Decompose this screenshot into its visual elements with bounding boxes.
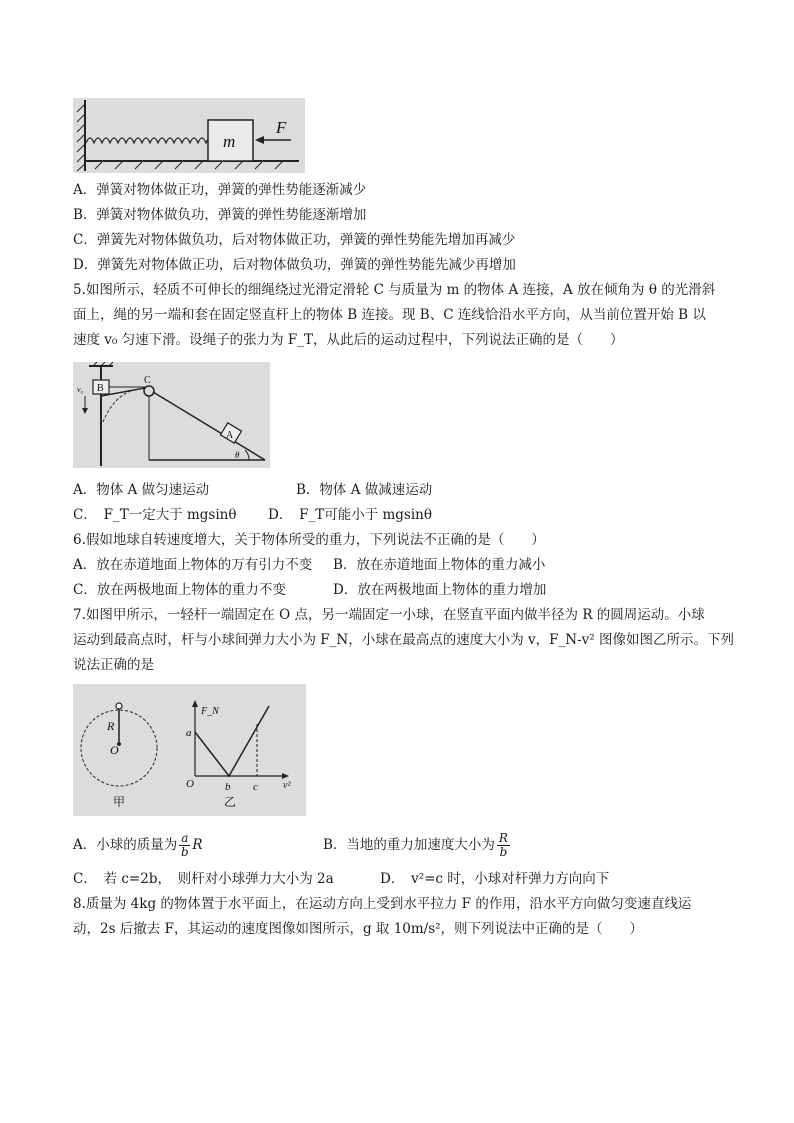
q5-stem-line-2: 面上，绳的另一端和套在固定竖直杆上的物体 B 连接。现 B、C 连线恰沿水平方向，从当前位置开始 B 以	[73, 307, 706, 323]
label-v0: v₀	[77, 385, 84, 394]
q4-option-c: C．弹簧先对物体做负功，后对物体做正功，弹簧的弹性势能先增加再减少	[73, 232, 516, 248]
label-o: O	[110, 743, 119, 757]
label-theta: θ	[235, 450, 240, 460]
q7-option-b	[323, 832, 512, 859]
q6-stem: 6.假如地球自转速度增大，关于物体所受的重力，下列说法不正确的是（ ）	[73, 532, 545, 548]
q4-option-b: B．弹簧对物体做负功，弹簧的弹性势能逐渐增加	[73, 207, 367, 223]
ball	[116, 703, 122, 709]
pulley-incline-diagram	[73, 362, 270, 468]
q5-option-a: A．物体 A 做匀速运动	[73, 482, 210, 498]
q8-stem-line-2: 动，2s 后撤去 F，其运动的速度图像如图所示，g 取 10m/s²，则下列说法中正确的是（ ）	[73, 921, 644, 937]
label-c-axis: c	[253, 781, 258, 793]
q6-option-d: D．放在两极地面上物体的重力增加	[333, 582, 547, 598]
label-a: A	[226, 430, 234, 441]
q7-option-a-fraction: $\frac{a}{b}$	[180, 831, 189, 859]
spring-block-diagram	[73, 98, 305, 173]
mass-label: m	[223, 132, 236, 151]
q8-stem-line-1: 8.质量为 4kg 的物体置于水平面上，在运动方向上受到水平拉力 F 的作用，沿水平方向做匀变速直线运	[73, 896, 692, 912]
q7-stem-line-3: 说法正确的是	[73, 657, 154, 673]
q5-stem-line-1: 5.如图所示，轻质不可伸长的细绳绕过光滑定滑轮 C 与质量为 m 的物体 A 连接，A 放在倾角为 θ 的光滑斜	[73, 282, 716, 298]
q7-option-d: D． v²=c 时，小球对杆弹力方向向下	[380, 871, 610, 887]
q7-option-b-fraction: $\frac{R}{b}$	[498, 831, 508, 859]
q7-option-a-text: A．小球的质量为	[73, 837, 178, 853]
label-fn: F_N	[201, 706, 219, 717]
q5-stem-line-3: 速度 v₀ 匀速下滑。设绳子的张力为 F_T，从此后的运动过程中，下列说法正确的是（ ）	[73, 332, 624, 348]
label-b: B	[97, 383, 104, 394]
circle-graph-figure	[73, 684, 306, 816]
q7-option-b-text: B．当地的重力加速度大小为	[323, 837, 495, 853]
spring-coil	[86, 138, 226, 143]
label-v2: v²	[283, 780, 291, 791]
q7-stem-line-1: 7.如图甲所示，一轻杆一端固定在 O 点，另一端固定一小球，在竖直平面内做半径为 R 的圆周运动。小球	[73, 607, 705, 623]
label-jia: 甲	[113, 795, 126, 809]
force-label: F	[276, 118, 287, 137]
q6-option-a: A．放在赤道地面上物体的万有引力不变	[73, 557, 313, 573]
pulley-c	[144, 386, 154, 396]
q5-option-b: B．物体 A 做减速运动	[296, 482, 433, 498]
q7-option-a	[73, 832, 203, 859]
circle-graph-diagram	[73, 684, 306, 816]
label-yi: 乙	[224, 795, 237, 809]
label-a-axis: a	[186, 727, 192, 739]
pulley-incline-figure	[73, 362, 270, 468]
label-origin: O	[186, 778, 194, 790]
q6-option-c: C．放在两极地面上物体的重力不变	[73, 582, 286, 598]
q7-option-a-tail: R	[192, 837, 203, 853]
label-c: C	[144, 375, 151, 386]
q5-option-d: D． F_T可能小于 mgsinθ	[268, 507, 432, 523]
label-r: R	[107, 719, 115, 733]
q7-stem-line-2: 运动到最高点时，杆与小球间弹力大小为 F_N，小球在最高点的速度大小为 v，F_N-v² 图像如图乙所示。下列	[73, 632, 734, 648]
q7-option-c: C． 若 c=2b， 则杆对小球弹力大小为 2a	[73, 871, 334, 887]
q4-option-d: D．弹簧先对物体做正功，后对物体做负功，弹簧的弹性势能先减少再增加	[73, 257, 516, 273]
q6-option-b: B．放在赤道地面上物体的重力减小	[333, 557, 546, 573]
q5-option-c: C． F_T一定大于 mgsinθ	[73, 507, 237, 523]
q4-option-a: A．弹簧对物体做正功，弹簧的弹性势能逐渐减少	[73, 182, 367, 198]
label-b-axis: b	[225, 781, 231, 793]
spring-block-figure	[73, 98, 305, 173]
